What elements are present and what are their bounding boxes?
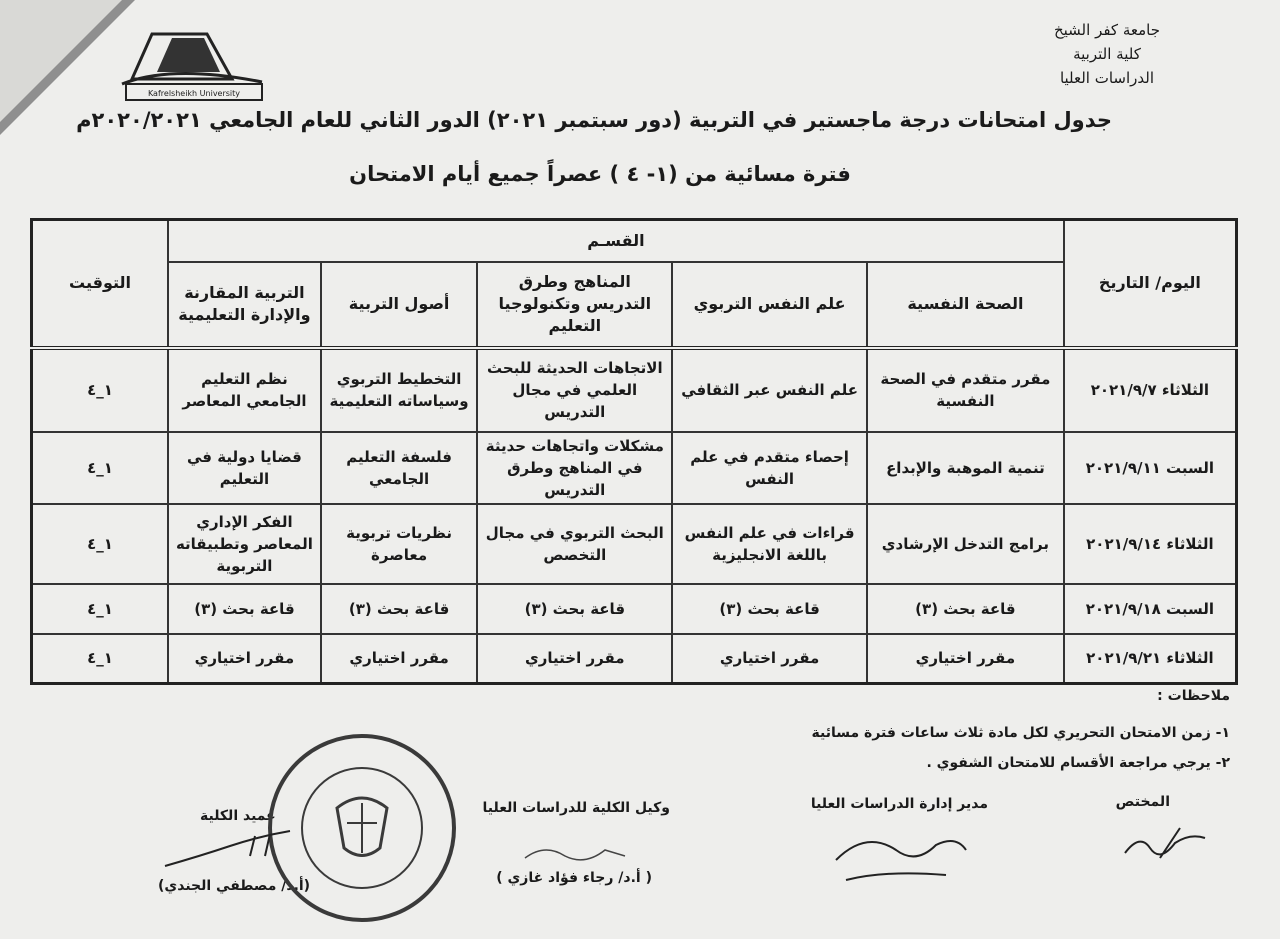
exam-cell: قاعة بحث (٣): [168, 584, 321, 634]
exam-cell: قاعة بحث (٣): [477, 584, 672, 634]
department-name: الدراسات العليا: [1059, 69, 1155, 87]
schedule-table-wrapper: [30, 218, 1238, 685]
notes-section: [630, 688, 1230, 778]
exam-cell: قراءات في علم النفس باللغة الانجليزية: [672, 504, 867, 584]
exam-cell: قاعة بحث (٣): [672, 584, 867, 634]
table-row: [32, 634, 1237, 684]
exam-cell: التخطيط التربوي وسياساته التعليمية: [321, 348, 478, 432]
day-date-header: اليوم/ التاريخ: [1064, 220, 1237, 348]
exam-cell: قضايا دولية في التعليم: [168, 432, 321, 504]
vice-dean-name: ( أ.د/ رجاء فؤاد غازي ): [496, 870, 652, 886]
table-row: [32, 348, 1237, 432]
time-header: التوقيت: [32, 220, 169, 348]
exam-cell: قاعة بحث (٣): [321, 584, 478, 634]
exam-cell: الفكر الإداري المعاصر وتطبيقاته التربوية: [168, 504, 321, 584]
notes-label: ملاحظات :: [1157, 688, 1230, 704]
row-time: ١_٤: [32, 504, 169, 584]
dept-header-curricula: المناهج وطرق التدريس وتكنولوجيا التعليم: [477, 262, 672, 348]
dean-signature: [160, 826, 300, 876]
director-signature: [826, 820, 976, 890]
university-logo: [112, 24, 272, 104]
specialist-label: المختص: [1115, 794, 1170, 810]
table-row: [32, 504, 1237, 584]
dean-name: (أ.د/ مصطفي الجندي): [158, 878, 311, 894]
director-label: مدير إدارة الدراسات العليا: [810, 796, 988, 812]
exam-cell: برامج التدخل الإرشادي: [867, 504, 1064, 584]
exam-cell: فلسفة التعليم الجامعي: [321, 432, 478, 504]
note-item: ٢- يرجي مراجعة الأقسام للامتحان الشفوي .: [926, 755, 1230, 771]
exam-cell: البحث التربوي في مجال التخصص: [477, 504, 672, 584]
dept-header-educational-psychology: علم النفس التربوي: [672, 262, 867, 348]
exam-cell: مقرر اختياري: [321, 634, 478, 684]
row-day: السبت ٢٠٢١/٩/١٨: [1064, 584, 1237, 634]
row-day: الثلاثاء ٢٠٢١/٩/١٤: [1064, 504, 1237, 584]
exam-cell: مقرر اختياري: [168, 634, 321, 684]
faculty-name: كلية التربية: [1073, 45, 1141, 63]
exam-cell: تنمية الموهبة والإبداع: [867, 432, 1064, 504]
dept-header-foundations: أصول التربية: [321, 262, 478, 348]
row-day: السبت ٢٠٢١/٩/١١: [1064, 432, 1237, 504]
exam-cell: نظم التعليم الجامعي المعاصر: [168, 348, 321, 432]
row-time: ١_٤: [32, 432, 169, 504]
exam-cell: مشكلات واتجاهات حديثة في المناهج وطرق التدريس: [477, 432, 672, 504]
table-row: [32, 584, 1237, 634]
row-time: ١_٤: [32, 348, 169, 432]
university-name: جامعة كفر الشيخ: [1053, 21, 1160, 39]
exam-cell: مقرر متقدم في الصحة النفسية: [867, 348, 1064, 432]
row-time: ١_٤: [32, 584, 169, 634]
dept-header-mental-health: الصحة النفسية: [867, 262, 1064, 348]
specialist-signature: [1120, 818, 1210, 868]
institution-header: [1054, 18, 1160, 90]
exam-cell: علم النفس عبر الثقافي: [672, 348, 867, 432]
note-item: ١- زمن الامتحان التحريري لكل مادة ثلاث ساعات فترة مسائية: [811, 725, 1230, 741]
schedule-subtitle: فترة مسائية من (١- ٤ ) عصراً جميع أيام الامتحان: [349, 162, 851, 186]
section-header: القسـم: [168, 220, 1064, 262]
exam-cell: إحصاء متقدم في علم النفس: [672, 432, 867, 504]
dept-header-comparative-education: التربية المقارنة والإدارة التعليمية: [168, 262, 321, 348]
folded-corner-highlight: [0, 0, 122, 122]
exam-cell: قاعة بحث (٣): [867, 584, 1064, 634]
table-row: [32, 432, 1237, 504]
exam-cell: مقرر اختياري: [867, 634, 1064, 684]
exam-cell: نظريات تربوية معاصرة: [321, 504, 478, 584]
exam-cell: الاتجاهات الحديثة للبحث العلمي في مجال التدريس: [477, 348, 672, 432]
schedule-title: جدول امتحانات درجة ماجستير في التربية (دور سبتمبر ٢٠٢١) الدور الثاني للعام الجامعي ٢٠٢٠/٢٠٢١م: [76, 108, 1112, 132]
exam-cell: مقرر اختياري: [672, 634, 867, 684]
row-day: الثلاثاء ٢٠٢١/٩/٢١: [1064, 634, 1237, 684]
row-time: ١_٤: [32, 634, 169, 684]
logo-caption: Kafrelsheikh University: [147, 89, 241, 98]
dean-label: عميد الكلية: [200, 808, 276, 824]
vice-dean-label: وكيل الكلية للدراسات العليا: [482, 800, 670, 816]
exam-schedule-table: [30, 218, 1238, 685]
exam-cell: مقرر اختياري: [477, 634, 672, 684]
vice-dean-signature: [520, 838, 630, 868]
row-day: الثلاثاء ٢٠٢١/٩/٧: [1064, 348, 1237, 432]
